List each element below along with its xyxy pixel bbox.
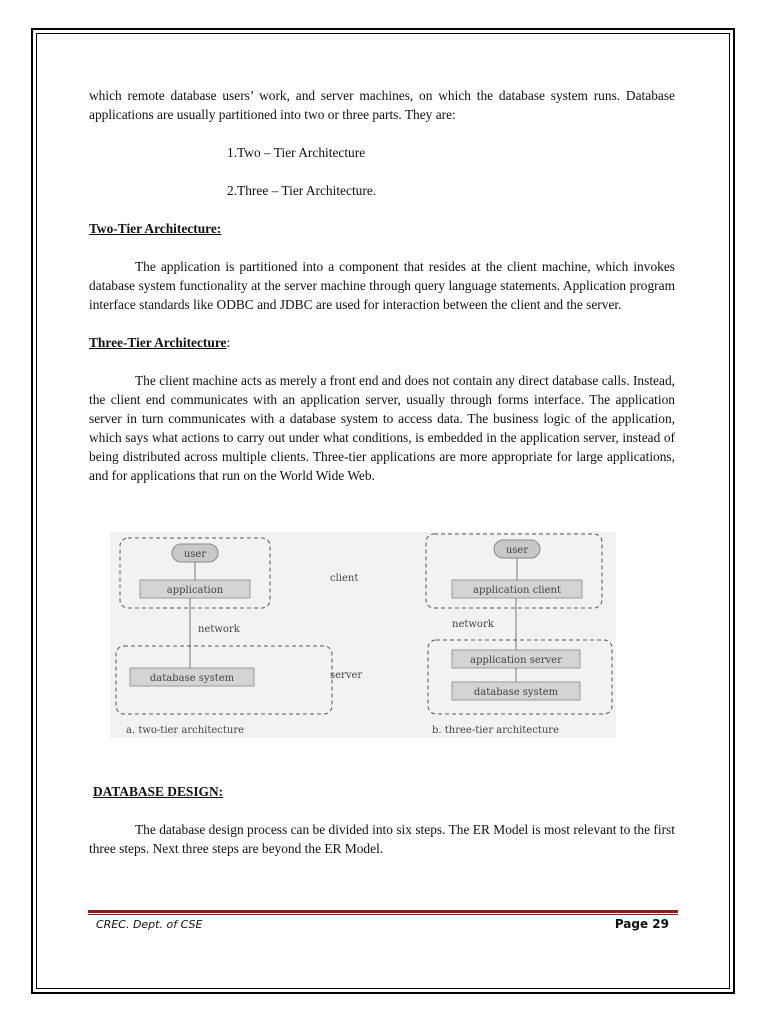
architecture-diagram [110,532,616,738]
three-tier-database-label: database system [473,687,559,698]
three-tier-paragraph: The client machine acts as merely a front end and does not contain any direct database calls. Instead, the client end communicates with an application server, usually through forms interface. The application server in turn communicates with a database system to access data. The business logic of the application, which says what actions to carry out under what conditions, is embedded in the application server, instead of being distributed across multiple clients. Three-tier applications are more appropriate for large applications, and for applications that run on the World Wide Web. [89,373,675,483]
footer-department: CREC. Dept. of CSE [96,918,203,931]
three-tier-app-server-label: application server [470,655,562,666]
two-tier-network-label: network [198,624,240,635]
footer-rule [88,910,678,913]
two-tier-caption: a. two-tier architecture [126,725,245,736]
intro-paragraph: which remote database users’ work, and server machines, on which the database system runs. Database applications are usually partitioned into two or three parts. They are: [89,88,675,122]
three-tier-user-label: user [505,545,529,556]
db-design-paragraph: The database design process can be divided into six steps. The ER Model is most relevant to the first three steps. Next three steps are beyond the ER Model. [89,822,675,856]
db-design-heading: DATABASE DESIGN: [93,784,224,799]
two-tier-database-label: database system [149,673,235,684]
server-label: server [330,670,363,681]
three-tier-heading: Three-Tier Architecture [89,335,227,350]
two-tier-paragraph: The application is partitioned into a component that resides at the client machine, which invokes database system functionality at the server machine through query language statements. Application program interface standards like ODBC and JDBC are used for interaction between the client and the server. [89,259,675,312]
three-tier-caption: b. three-tier architecture [432,725,559,736]
db-design-section [89,782,675,858]
page-content [89,86,675,485]
two-tier-user-label: user [183,549,207,560]
two-tier-application-label: application [166,585,224,596]
list-item: 2.Three – Tier Architecture. [227,183,377,198]
client-label: client [330,573,359,584]
architecture-figure [110,532,616,738]
list-item: 1.Two – Tier Architecture [227,145,366,160]
heading-colon: : [226,335,231,350]
three-tier-heading-line [89,333,675,352]
two-tier-heading: Two-Tier Architecture: [89,221,222,236]
footer-rule-thin [88,914,678,915]
page-number: Page 29 [614,917,669,931]
three-tier-app-client-label: application client [473,585,561,596]
three-tier-network-label: network [452,619,494,630]
